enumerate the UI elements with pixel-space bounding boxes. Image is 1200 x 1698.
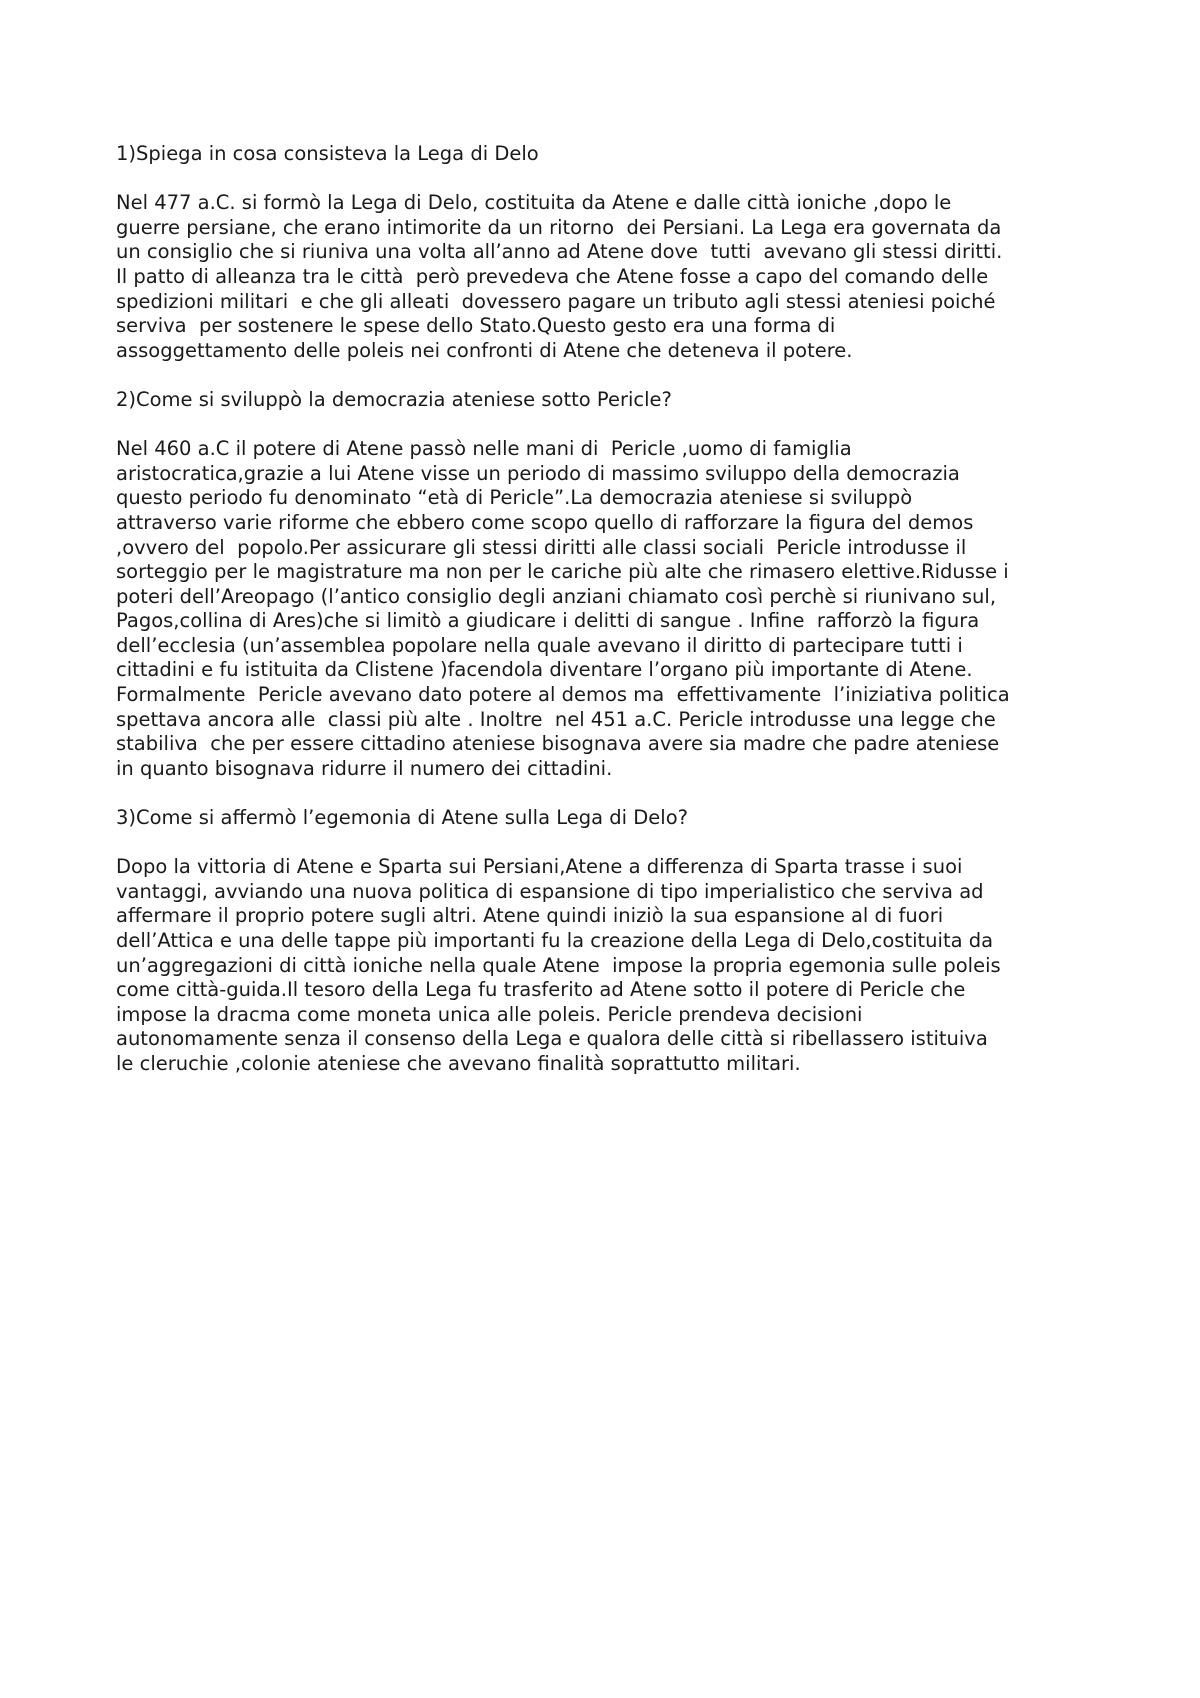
answer-line: guerre persiane, che erano intimorite da un ritorno dei Persiani. La Lega era governata da: [116, 215, 1002, 239]
answer-line: attraverso varie riforme che ebbero come scopo quello di rafforzare la figura del demos: [116, 510, 974, 534]
answer-line: Nel 460 a.C il potere di Atene passò nelle mani di Pericle ,uomo di famiglia: [116, 437, 852, 461]
document-page: [116, 142, 1116, 1077]
answer-line: come città-guida.Il tesoro della Lega fu trasferito ad Atene sotto il potere di Pericle che: [116, 978, 966, 1002]
answer-line: un’aggregazioni di città ioniche nella quale Atene impose la propria egemonia sulle poleis: [116, 953, 1001, 977]
answer-line: serviva per sostenere le spese dello Stato.Questo gesto era una forma di: [116, 314, 836, 338]
answer-line: sorteggio per le magistrature ma non per le cariche più alte che rimasero elettive.Ridusse i: [116, 560, 1009, 584]
answer-3: [116, 855, 1116, 1076]
answer-line: impose la dracma come moneta unica alle poleis. Pericle prendeva decisioni: [116, 1002, 863, 1026]
answer-line: spedizioni militari e che gli alleati dovessero pagare un tributo agli stessi ateniesi poiché: [116, 289, 996, 313]
answer-line: Dopo la vittoria di Atene e Sparta sui Persiani,Atene a differenza di Sparta trasse i suoi: [116, 855, 963, 879]
answer-line: spettava ancora alle classi più alte . Inoltre nel 451 a.C. Pericle introdusse una legge che: [116, 707, 996, 731]
answer-line: dell’ecclesia (un’assemblea popolare nella quale avevano il diritto di partecipare tutti i: [116, 633, 963, 657]
answer-line: Pagos,collina di Ares)che si limitò a giudicare i delitti di sangue . Infine rafforzò la figura: [116, 609, 980, 633]
answer-line: Il patto di alleanza tra le città però prevedeva che Atene fosse a capo del comando delle: [116, 264, 989, 288]
answer-line: un consiglio che si riuniva una volta all’anno ad Atene dove tutti avevano gli stessi diritti.: [116, 240, 1003, 264]
answer-line: vantaggi, avviando una nuova politica di espansione di tipo imperialistico che serviva ad: [116, 879, 984, 903]
answer-2: [116, 437, 1116, 781]
answer-line: ,ovvero del popolo.Per assicurare gli stessi diritti alle classi sociali Pericle introdusse il: [116, 535, 967, 559]
answer-line: poteri dell’Areopago (l’antico consiglio degli anziani chiamato così perchè si riunivano sul,: [116, 584, 997, 608]
answer-1: [116, 191, 1116, 363]
question-1: 1)Spiega in cosa consisteva la Lega di Delo: [116, 142, 539, 165]
answer-line: in quanto bisognava ridurre il numero dei cittadini.: [116, 756, 613, 780]
answer-line: Formalmente Pericle avevano dato potere al demos ma effettivamente l’iniziativa politica: [116, 683, 1010, 707]
answer-line: autonomamente senza il consenso della Lega e qualora delle città si ribellassero istituiva: [116, 1027, 988, 1051]
answer-line: assoggettamento delle poleis nei confronti di Atene che deteneva il potere.: [116, 338, 853, 362]
answer-line: dell’Attica e una delle tappe più importanti fu la creazione della Lega di Delo,costituita da: [116, 929, 994, 952]
answer-line: questo periodo fu denominato “età di Pericle”.La democrazia ateniese si sviluppò: [116, 486, 913, 510]
question-2: 2)Come si sviluppò la democrazia ateniese sotto Pericle?: [116, 387, 672, 411]
question-3: 3)Come si affermò l’egemonia di Atene sulla Lega di Delo?: [116, 806, 688, 830]
answer-line: cittadini e fu istituita da Clistene )facendola diventare l’organo più importante di Atene.: [116, 658, 973, 682]
answer-line: aristocratica,grazie a lui Atene visse un periodo di massimo sviluppo della democrazia: [116, 461, 960, 485]
answer-line: affermare il proprio potere sugli altri. Atene quindi iniziò la sua espansione al di fuori: [116, 904, 944, 928]
answer-line: stabiliva che per essere cittadino ateniese bisognava avere sia madre che padre ateniese: [116, 732, 1000, 756]
answer-line: le cleruchie ,colonie ateniese che avevano finalità soprattutto militari.: [116, 1051, 801, 1075]
answer-line: Nel 477 a.C. si formò la Lega di Delo, costituita da Atene e dalle città ioniche ,dopo le: [116, 191, 952, 215]
